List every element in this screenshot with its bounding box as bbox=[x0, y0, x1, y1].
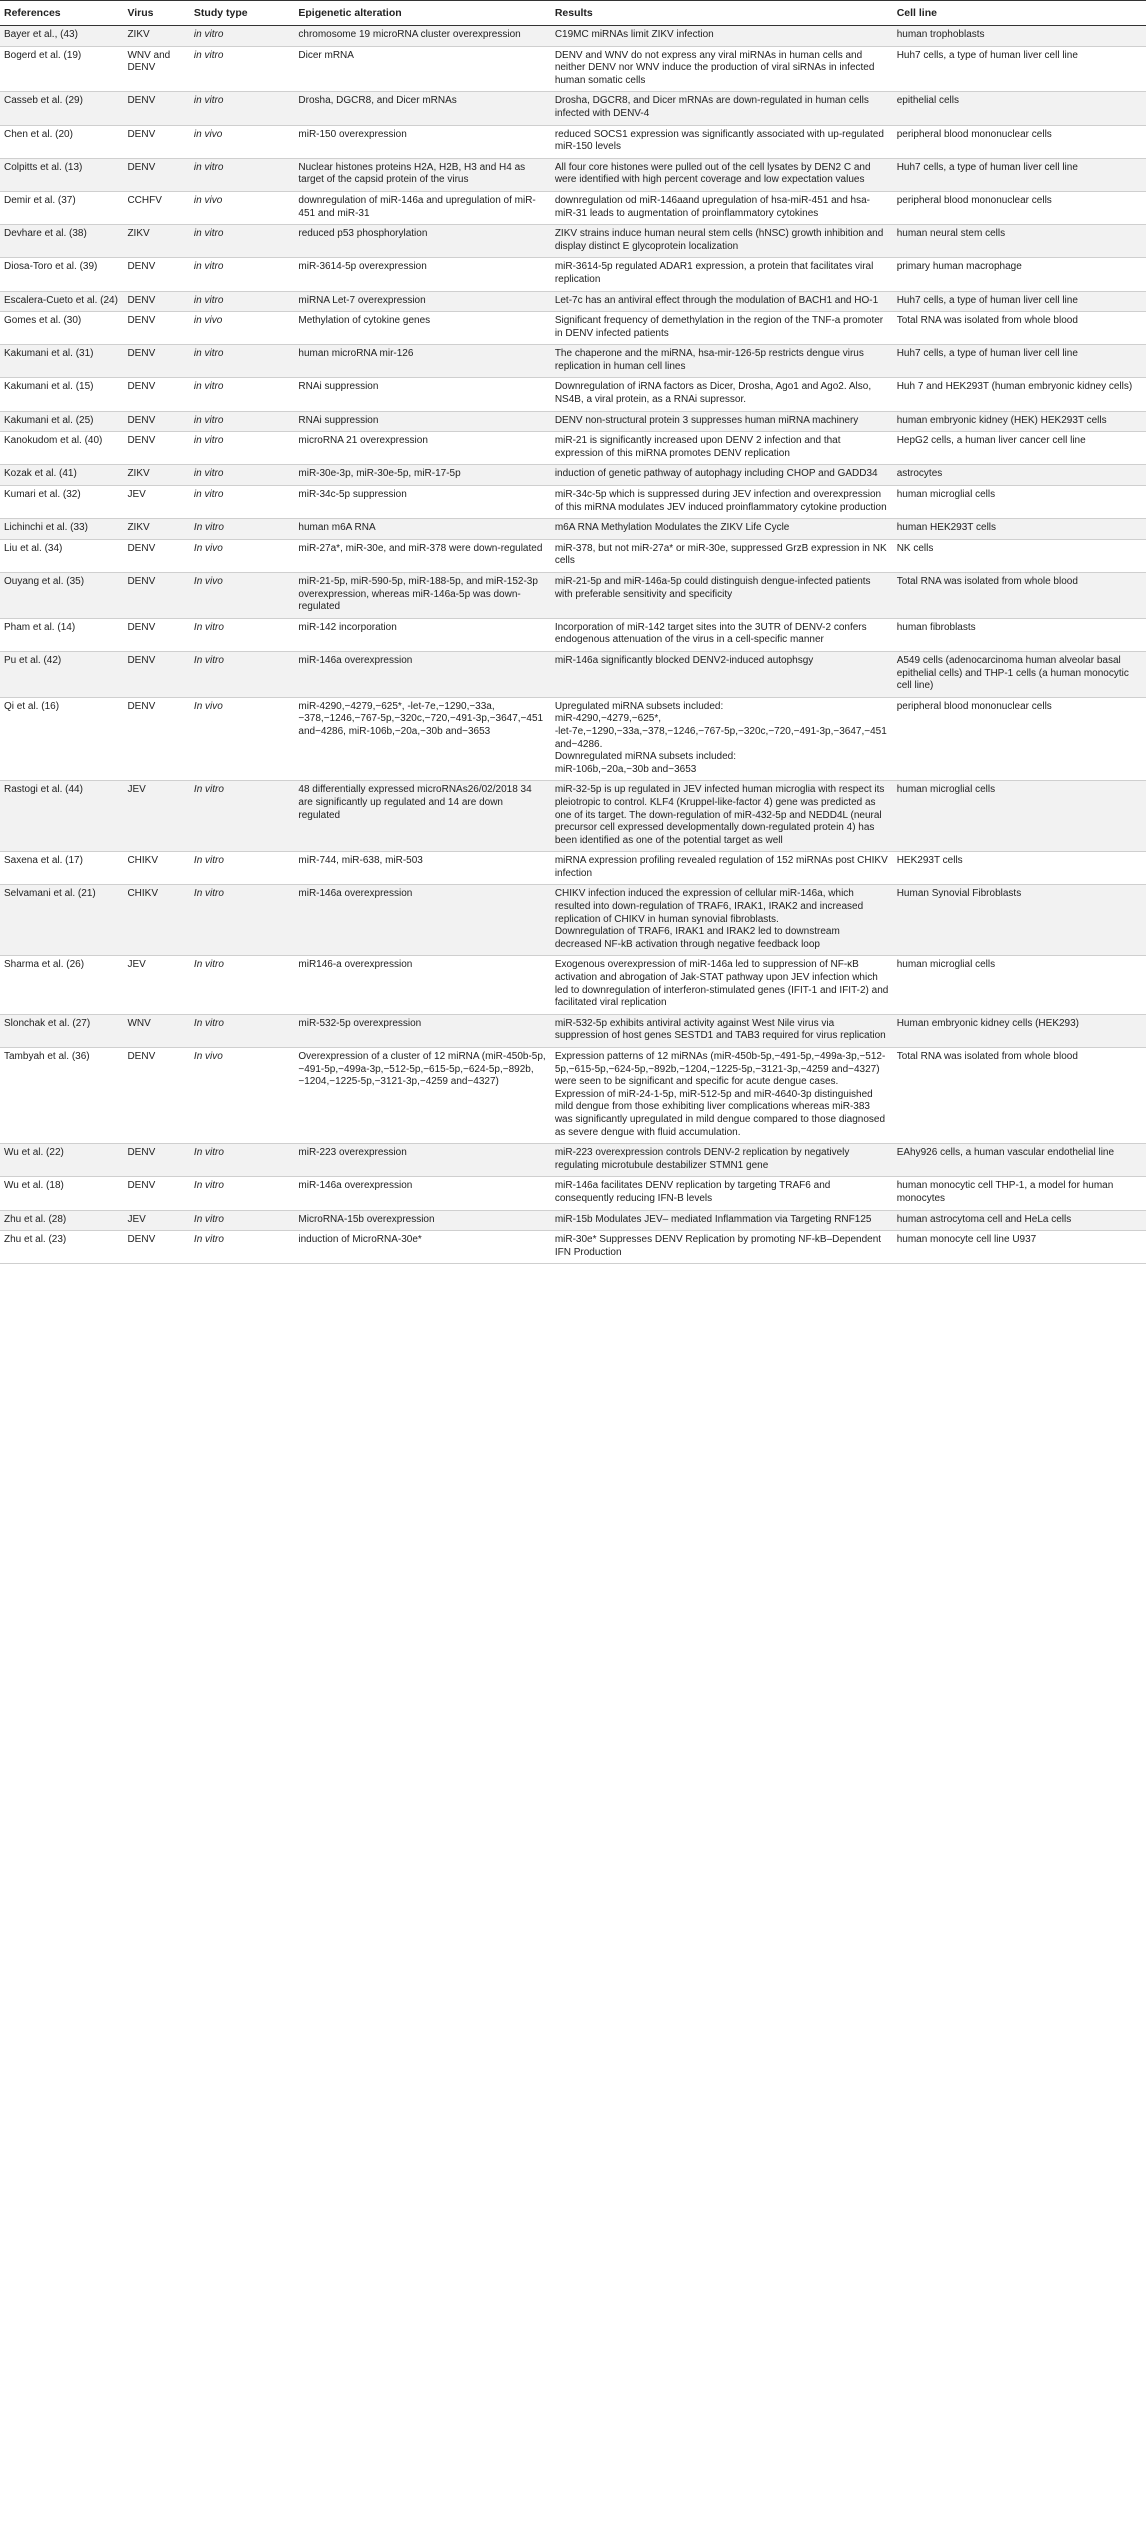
results-cell: miR-15b Modulates JEV– mediated Inflammation via Targeting RNF125 bbox=[551, 1210, 893, 1231]
virus-cell: DENV bbox=[123, 378, 189, 411]
virus-cell: DENV bbox=[123, 1231, 189, 1264]
study-type-cell: In vitro bbox=[190, 1210, 294, 1231]
virus-cell: DENV bbox=[123, 651, 189, 697]
study-type-cell: In vitro bbox=[190, 618, 294, 651]
epigenetic-alteration-cell: microRNA 21 overexpression bbox=[294, 432, 550, 465]
results-cell: DENV non-structural protein 3 suppresses human miRNA machinery bbox=[551, 411, 893, 432]
results-cell: miR-21-5p and miR-146a-5p could distinguish dengue-infected patients with preferable sensitivity and specificity bbox=[551, 573, 893, 619]
table-row bbox=[0, 486, 1146, 519]
table-row bbox=[0, 291, 1146, 312]
cell-line-cell: human microglial cells bbox=[893, 781, 1146, 852]
results-cell: miR-3614-5p regulated ADAR1 expression, a protein that facilitates viral replication bbox=[551, 258, 893, 291]
study-type-cell: In vitro bbox=[190, 519, 294, 540]
reference-cell: Demir et al. (37) bbox=[0, 191, 123, 224]
table-row bbox=[0, 1231, 1146, 1264]
cell-line-cell: human embryonic kidney (HEK) HEK293T cells bbox=[893, 411, 1146, 432]
cell-line-cell: human microglial cells bbox=[893, 486, 1146, 519]
virus-cell: DENV bbox=[123, 1177, 189, 1210]
cell-line-cell: human neural stem cells bbox=[893, 225, 1146, 258]
cell-line-cell: EAhy926 cells, a human vascular endothelial line bbox=[893, 1144, 1146, 1177]
table-row bbox=[0, 411, 1146, 432]
study-type-cell: In vitro bbox=[190, 781, 294, 852]
epigenetic-alteration-cell: Nuclear histones proteins H2A, H2B, H3 and H4 as target of the capsid protein of the virus bbox=[294, 158, 550, 191]
virus-cell: ZIKV bbox=[123, 519, 189, 540]
virus-cell: DENV bbox=[123, 573, 189, 619]
study-type-cell: in vitro bbox=[190, 46, 294, 92]
virus-cell: DENV bbox=[123, 125, 189, 158]
cell-line-cell: epithelial cells bbox=[893, 92, 1146, 125]
epigenetic-alteration-cell: miR-532-5p overexpression bbox=[294, 1014, 550, 1047]
epigenetic-alteration-cell: MicroRNA-15b overexpression bbox=[294, 1210, 550, 1231]
virus-cell: JEV bbox=[123, 1210, 189, 1231]
reference-cell: Pham et al. (14) bbox=[0, 618, 123, 651]
reference-cell: Kozak et al. (41) bbox=[0, 465, 123, 486]
reference-cell: Casseb et al. (29) bbox=[0, 92, 123, 125]
results-cell: induction of genetic pathway of autophagy including CHOP and GADD34 bbox=[551, 465, 893, 486]
header-study-type: Study type bbox=[190, 1, 294, 26]
table-row bbox=[0, 956, 1146, 1014]
cell-line-cell: Huh7 cells, a type of human liver cell line bbox=[893, 46, 1146, 92]
results-cell: miR-378, but not miR-27a* or miR-30e, suppressed GrzB expression in NK cells bbox=[551, 539, 893, 572]
virus-cell: JEV bbox=[123, 486, 189, 519]
study-type-cell: in vitro bbox=[190, 92, 294, 125]
cell-line-cell: Huh7 cells, a type of human liver cell line bbox=[893, 345, 1146, 378]
virus-cell: DENV bbox=[123, 291, 189, 312]
epigenetic-alteration-cell: chromosome 19 microRNA cluster overexpression bbox=[294, 26, 550, 47]
study-type-cell: in vitro bbox=[190, 486, 294, 519]
reference-cell: Rastogi et al. (44) bbox=[0, 781, 123, 852]
header-epigenetic-alteration: Epigenetic alteration bbox=[294, 1, 550, 26]
virus-cell: DENV bbox=[123, 697, 189, 781]
table-row bbox=[0, 1177, 1146, 1210]
reference-cell: Zhu et al. (23) bbox=[0, 1231, 123, 1264]
cell-line-cell: human fibroblasts bbox=[893, 618, 1146, 651]
cell-line-cell: human trophoblasts bbox=[893, 26, 1146, 47]
results-cell: miR-32-5p is up regulated in JEV infected human microglia with respect its pleiotropic to control. KLF4 (Kruppel-like-factor 4) gene was predicted as one of its target. The down-regulation of miR-432-5p and NEDD4L (neural precursor cell expressed developmentally down-regulated protein 4) has been identified as one of the potential target as well bbox=[551, 781, 893, 852]
study-type-cell: in vitro bbox=[190, 225, 294, 258]
virus-cell: JEV bbox=[123, 781, 189, 852]
reference-cell: Kakumani et al. (31) bbox=[0, 345, 123, 378]
epigenetic-alteration-cell: miR-223 overexpression bbox=[294, 1144, 550, 1177]
study-type-cell: in vitro bbox=[190, 258, 294, 291]
virus-cell: DENV bbox=[123, 539, 189, 572]
study-type-cell: In vitro bbox=[190, 852, 294, 885]
virus-cell: DENV bbox=[123, 258, 189, 291]
epigenetic-alteration-cell: human microRNA mir-126 bbox=[294, 345, 550, 378]
cell-line-cell: Huh7 cells, a type of human liver cell line bbox=[893, 158, 1146, 191]
epigenetic-alteration-cell: human m6A RNA bbox=[294, 519, 550, 540]
virus-cell: CHIKV bbox=[123, 885, 189, 956]
reference-cell: Qi et al. (16) bbox=[0, 697, 123, 781]
epigenetic-alteration-cell: miRNA Let-7 overexpression bbox=[294, 291, 550, 312]
results-cell: miR-146a significantly blocked DENV2-induced autophsgy bbox=[551, 651, 893, 697]
results-cell: All four core histones were pulled out of the cell lysates by DEN2 C and were identified with high percent coverage and low expectation values bbox=[551, 158, 893, 191]
reference-cell: Ouyang et al. (35) bbox=[0, 573, 123, 619]
table-row bbox=[0, 1144, 1146, 1177]
header-cell-line: Cell line bbox=[893, 1, 1146, 26]
results-cell: DENV and WNV do not express any viral miRNAs in human cells and neither DENV nor WNV induce the production of viral siRNAs in infected human somatic cells bbox=[551, 46, 893, 92]
cell-line-cell: human monocyte cell line U937 bbox=[893, 1231, 1146, 1264]
reference-cell: Slonchak et al. (27) bbox=[0, 1014, 123, 1047]
study-type-cell: in vitro bbox=[190, 432, 294, 465]
table-row bbox=[0, 885, 1146, 956]
cell-line-cell: Total RNA was isolated from whole blood bbox=[893, 312, 1146, 345]
virus-cell: ZIKV bbox=[123, 26, 189, 47]
epigenetic-alteration-cell: Overexpression of a cluster of 12 miRNA (miR-450b-5p,−491-5p,−499a-3p,−512-5p,−615-5p,−624-5p,−892b,−1204,−1225-5p,−3121-3p,−4259 and−4327) bbox=[294, 1048, 550, 1144]
cell-line-cell: NK cells bbox=[893, 539, 1146, 572]
table-row bbox=[0, 519, 1146, 540]
cell-line-cell: peripheral blood mononuclear cells bbox=[893, 697, 1146, 781]
study-type-cell: in vitro bbox=[190, 378, 294, 411]
header-results: Results bbox=[551, 1, 893, 26]
header-virus: Virus bbox=[123, 1, 189, 26]
epigenetic-alteration-cell: miR-27a*, miR-30e, and miR-378 were down-regulated bbox=[294, 539, 550, 572]
reference-cell: Kanokudom et al. (40) bbox=[0, 432, 123, 465]
table-row bbox=[0, 618, 1146, 651]
results-cell: miR-30e* Suppresses DENV Replication by promoting NF-kB–Dependent IFN Production bbox=[551, 1231, 893, 1264]
study-type-cell: In vitro bbox=[190, 885, 294, 956]
reference-cell: Kumari et al. (32) bbox=[0, 486, 123, 519]
epigenetic-alteration-cell: downregulation of miR-146a and upregulation of miR-451 and miR-31 bbox=[294, 191, 550, 224]
reference-cell: Wu et al. (22) bbox=[0, 1144, 123, 1177]
cell-line-cell: peripheral blood mononuclear cells bbox=[893, 125, 1146, 158]
study-type-cell: In vitro bbox=[190, 1014, 294, 1047]
epigenetic-alteration-cell: miR-3614-5p overexpression bbox=[294, 258, 550, 291]
table-row bbox=[0, 432, 1146, 465]
reference-cell: Tambyah et al. (36) bbox=[0, 1048, 123, 1144]
table-row bbox=[0, 697, 1146, 781]
reference-cell: Kakumani et al. (15) bbox=[0, 378, 123, 411]
results-cell: miRNA expression profiling revealed regulation of 152 miRNAs post CHIKV infection bbox=[551, 852, 893, 885]
table-row bbox=[0, 378, 1146, 411]
study-type-cell: in vivo bbox=[190, 312, 294, 345]
study-type-cell: in vitro bbox=[190, 158, 294, 191]
results-cell: Drosha, DGCR8, and Dicer mRNAs are down-regulated in human cells infected with DENV-4 bbox=[551, 92, 893, 125]
results-cell: Expression patterns of 12 miRNAs (miR-450b-5p,−491-5p,−499a-3p,−512-5p,−615-5p,−624-5p,−892b,−1204,−1225-5p,−3121-3p,−4259 and−4327) were seen to be significant and specific for acute dengue cases. Expression of miR-24-1-5p, miR-512-5p and miR-4640-3p distinguished mild dengue from those exhibiting liver complications whereas miR-383 was significantly upregulated in mild dengue compared to those diagnosed as severe dengue with fluid accumulation. bbox=[551, 1048, 893, 1144]
epigenetic-alteration-cell: miR-21-5p, miR-590-5p, miR-188-5p, and miR-152-3p overexpression, whereas miR-146a-5p was down-regulated bbox=[294, 573, 550, 619]
virus-cell: DENV bbox=[123, 345, 189, 378]
virus-cell: DENV bbox=[123, 411, 189, 432]
virus-cell: DENV bbox=[123, 92, 189, 125]
results-cell: CHIKV infection induced the expression of cellular miR-146a, which resulted into down-regulation of TRAF6, IRAK1, IRAK2 and increased replication of CHIKV in human synovial fibroblasts. Downregulation of TRAF6, IRAK1 and IRAK2 led to downstream decreased NF-kB activation through negative feedback loop bbox=[551, 885, 893, 956]
study-type-cell: In vitro bbox=[190, 1144, 294, 1177]
table-row bbox=[0, 158, 1146, 191]
reference-cell: Saxena et al. (17) bbox=[0, 852, 123, 885]
results-cell: Incorporation of miR-142 target sites into the 3UTR of DENV-2 confers endogenous attenuation of the virus in a cell-specific manner bbox=[551, 618, 893, 651]
table-row bbox=[0, 465, 1146, 486]
study-type-cell: In vivo bbox=[190, 539, 294, 572]
table-row bbox=[0, 781, 1146, 852]
results-cell: miR-532-5p exhibits antiviral activity against West Nile virus via suppression of host genes SESTD1 and TAB3 required for virus replication bbox=[551, 1014, 893, 1047]
epigenetic-alteration-cell: miR146-a overexpression bbox=[294, 956, 550, 1014]
references-table bbox=[0, 0, 1146, 1264]
results-cell: Let-7c has an antiviral effect through the modulation of BACH1 and HO-1 bbox=[551, 291, 893, 312]
epigenetic-alteration-cell: miR-150 overexpression bbox=[294, 125, 550, 158]
epigenetic-alteration-cell: miR-744, miR-638, miR-503 bbox=[294, 852, 550, 885]
table-row bbox=[0, 191, 1146, 224]
reference-cell: Colpitts et al. (13) bbox=[0, 158, 123, 191]
virus-cell: CHIKV bbox=[123, 852, 189, 885]
table-row bbox=[0, 852, 1146, 885]
table-row bbox=[0, 345, 1146, 378]
results-cell: Significant frequency of demethylation in the region of the TNF-a promoter in DENV infected patients bbox=[551, 312, 893, 345]
cell-line-cell: Huh 7 and HEK293T (human embryonic kidney cells) bbox=[893, 378, 1146, 411]
virus-cell: DENV bbox=[123, 312, 189, 345]
virus-cell: DENV bbox=[123, 432, 189, 465]
results-cell: ZIKV strains induce human neural stem cells (hNSC) growth inhibition and display distinct E glycoprotein localization bbox=[551, 225, 893, 258]
virus-cell: DENV bbox=[123, 1144, 189, 1177]
reference-cell: Bayer et al., (43) bbox=[0, 26, 123, 47]
results-cell: Upregulated miRNA subsets included: miR-4290,−4279,−625*, -let-7e,−1290,−33a,−378,−1246,−767-5p,−320c,−720,−491-3p,−3647,−451 and−4286. Downregulated miRNA subsets included: miR-106b,−20a,−30b and−3653 bbox=[551, 697, 893, 781]
reference-cell: Sharma et al. (26) bbox=[0, 956, 123, 1014]
table-row bbox=[0, 225, 1146, 258]
results-cell: miR-34c-5p which is suppressed during JEV infection and overexpression of this miRNA modulates JEV induced proinflammatory cytokine production bbox=[551, 486, 893, 519]
table-row bbox=[0, 312, 1146, 345]
results-cell: C19MC miRNAs limit ZIKV infection bbox=[551, 26, 893, 47]
results-cell: reduced SOCS1 expression was significantly associated with up-regulated miR-150 levels bbox=[551, 125, 893, 158]
virus-cell: CCHFV bbox=[123, 191, 189, 224]
table-row bbox=[0, 258, 1146, 291]
epigenetic-alteration-cell: Dicer mRNA bbox=[294, 46, 550, 92]
table-row bbox=[0, 1048, 1146, 1144]
study-type-cell: in vitro bbox=[190, 345, 294, 378]
reference-cell: Gomes et al. (30) bbox=[0, 312, 123, 345]
cell-line-cell: Human Synovial Fibroblasts bbox=[893, 885, 1146, 956]
cell-line-cell: HEK293T cells bbox=[893, 852, 1146, 885]
results-cell: m6A RNA Methylation Modulates the ZIKV Life Cycle bbox=[551, 519, 893, 540]
results-cell: Exogenous overexpression of miR-146a led to suppression of NF-κB activation and abrogation of Jak-STAT pathway upon JEV infection which led to downregulation of interferon-stimulated genes (IFIT-1 and IFIT-2) and facilitated viral replication bbox=[551, 956, 893, 1014]
results-cell: miR-21 is significantly increased upon DENV 2 infection and that expression of this miRNA promotes DENV replication bbox=[551, 432, 893, 465]
cell-line-cell: HepG2 cells, a human liver cancer cell line bbox=[893, 432, 1146, 465]
table-row bbox=[0, 92, 1146, 125]
virus-cell: JEV bbox=[123, 956, 189, 1014]
study-type-cell: in vitro bbox=[190, 291, 294, 312]
epigenetic-alteration-cell: miR-30e-3p, miR-30e-5p, miR-17-5p bbox=[294, 465, 550, 486]
reference-cell: Devhare et al. (38) bbox=[0, 225, 123, 258]
epigenetic-alteration-cell: miR-146a overexpression bbox=[294, 651, 550, 697]
cell-line-cell: human monocytic cell THP-1, a model for human monocytes bbox=[893, 1177, 1146, 1210]
reference-cell: Wu et al. (18) bbox=[0, 1177, 123, 1210]
reference-cell: Lichinchi et al. (33) bbox=[0, 519, 123, 540]
study-type-cell: in vitro bbox=[190, 465, 294, 486]
reference-cell: Bogerd et al. (19) bbox=[0, 46, 123, 92]
virus-cell: DENV bbox=[123, 158, 189, 191]
virus-cell: ZIKV bbox=[123, 225, 189, 258]
cell-line-cell: peripheral blood mononuclear cells bbox=[893, 191, 1146, 224]
study-type-cell: in vivo bbox=[190, 191, 294, 224]
cell-line-cell: A549 cells (adenocarcinoma human alveolar basal epithelial cells) and THP-1 cells (a human monocytic cell line) bbox=[893, 651, 1146, 697]
study-type-cell: in vitro bbox=[190, 26, 294, 47]
cell-line-cell: Total RNA was isolated from whole blood bbox=[893, 573, 1146, 619]
epigenetic-alteration-cell: RNAi suppression bbox=[294, 411, 550, 432]
results-cell: The chaperone and the miRNA, hsa-mir-126-5p restricts dengue virus replication in human cell lines bbox=[551, 345, 893, 378]
study-type-cell: in vivo bbox=[190, 125, 294, 158]
table-header-row bbox=[0, 1, 1146, 26]
epigenetic-alteration-cell: induction of MicroRNA-30e* bbox=[294, 1231, 550, 1264]
cell-line-cell: Huh7 cells, a type of human liver cell line bbox=[893, 291, 1146, 312]
epigenetic-alteration-cell: reduced p53 phosphorylation bbox=[294, 225, 550, 258]
cell-line-cell: human HEK293T cells bbox=[893, 519, 1146, 540]
study-type-cell: In vitro bbox=[190, 651, 294, 697]
table-row bbox=[0, 46, 1146, 92]
epigenetic-alteration-cell: miR-34c-5p suppression bbox=[294, 486, 550, 519]
study-type-cell: In vitro bbox=[190, 1177, 294, 1210]
epigenetic-alteration-cell: RNAi suppression bbox=[294, 378, 550, 411]
table-row bbox=[0, 573, 1146, 619]
reference-cell: Chen et al. (20) bbox=[0, 125, 123, 158]
table-row bbox=[0, 125, 1146, 158]
table-row bbox=[0, 1014, 1146, 1047]
cell-line-cell: human astrocytoma cell and HeLa cells bbox=[893, 1210, 1146, 1231]
study-type-cell: In vitro bbox=[190, 956, 294, 1014]
virus-cell: WNV bbox=[123, 1014, 189, 1047]
table-row bbox=[0, 539, 1146, 572]
cell-line-cell: astrocytes bbox=[893, 465, 1146, 486]
results-cell: Downregulation of iRNA factors as Dicer, Drosha, Ago1 and Ago2. Also, NS4B, a viral protein, as a RNAi supressor. bbox=[551, 378, 893, 411]
study-type-cell: In vitro bbox=[190, 1231, 294, 1264]
reference-cell: Liu et al. (34) bbox=[0, 539, 123, 572]
reference-cell: Diosa-Toro et al. (39) bbox=[0, 258, 123, 291]
table-row bbox=[0, 1210, 1146, 1231]
virus-cell: WNV and DENV bbox=[123, 46, 189, 92]
results-cell: miR-146a facilitates DENV replication by targeting TRAF6 and consequently reducing IFN-B levels bbox=[551, 1177, 893, 1210]
reference-cell: Kakumani et al. (25) bbox=[0, 411, 123, 432]
reference-cell: Pu et al. (42) bbox=[0, 651, 123, 697]
cell-line-cell: Total RNA was isolated from whole blood bbox=[893, 1048, 1146, 1144]
virus-cell: ZIKV bbox=[123, 465, 189, 486]
epigenetic-alteration-cell: miR-146a overexpression bbox=[294, 1177, 550, 1210]
epigenetic-alteration-cell: Methylation of cytokine genes bbox=[294, 312, 550, 345]
epigenetic-alteration-cell: miR-142 incorporation bbox=[294, 618, 550, 651]
results-cell: downregulation od miR-146aand upregulation of hsa-miR-451 and hsa-miR-31 leads to augmentation of proinflammatory cytokines bbox=[551, 191, 893, 224]
virus-cell: DENV bbox=[123, 1048, 189, 1144]
reference-cell: Selvamani et al. (21) bbox=[0, 885, 123, 956]
study-type-cell: In vivo bbox=[190, 573, 294, 619]
study-type-cell: in vitro bbox=[190, 411, 294, 432]
epigenetic-alteration-cell: miR-4290,−4279,−625*, -let-7e,−1290,−33a,−378,−1246,−767-5p,−320c,−720,−491-3p,−3647,−451 and−4286, miR-106b,−20a,−30b and−3653 bbox=[294, 697, 550, 781]
cell-line-cell: human microglial cells bbox=[893, 956, 1146, 1014]
reference-cell: Zhu et al. (28) bbox=[0, 1210, 123, 1231]
header-references: References bbox=[0, 1, 123, 26]
epigenetic-alteration-cell: Drosha, DGCR8, and Dicer mRNAs bbox=[294, 92, 550, 125]
reference-cell: Escalera-Cueto et al. (24) bbox=[0, 291, 123, 312]
results-cell: miR-223 overexpression controls DENV-2 replication by negatively regulating microtubule destabilizer STMN1 gene bbox=[551, 1144, 893, 1177]
study-type-cell: In vivo bbox=[190, 697, 294, 781]
study-type-cell: In vivo bbox=[190, 1048, 294, 1144]
cell-line-cell: primary human macrophage bbox=[893, 258, 1146, 291]
table-row bbox=[0, 651, 1146, 697]
table-row bbox=[0, 26, 1146, 47]
virus-cell: DENV bbox=[123, 618, 189, 651]
epigenetic-alteration-cell: 48 differentially expressed microRNAs26/02/2018 34 are significantly up regulated and 14 are down regulated bbox=[294, 781, 550, 852]
cell-line-cell: Human embryonic kidney cells (HEK293) bbox=[893, 1014, 1146, 1047]
epigenetic-alteration-cell: miR-146a overexpression bbox=[294, 885, 550, 956]
